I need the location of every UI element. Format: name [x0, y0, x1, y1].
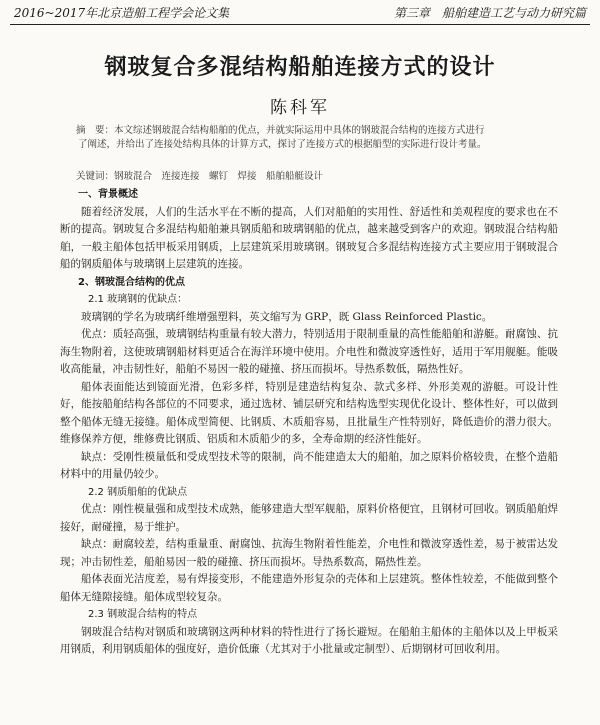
section-2-heading: 2、钢玻混合结构的优点 — [78, 276, 185, 288]
section-2-1-paragraph-1: 玻璃钢的学名为玻璃纤维增强塑料，英文缩写为 GRP，既 Glass Reinforced Plastic。 — [81, 310, 493, 323]
section-1-paragraph: 随着经济发展，人们的生活水平在不断的提高，人们对船舶的实用性、舒适性和美观程度的要求也在不断的提高。钢玻复合多混结构船舶兼具钢质船和玻璃钢船的优点，越来越受到客户的欢迎。钢玻混合结构船舶，一般主船体包括甲板采用钢质，上层建筑采用玻璃钢。钢玻复合多混结构连接方式主要应用于钢玻混合船的钢质船体与玻璃钢上层建筑的连接。 — [60, 205, 558, 270]
header-right: 第三章 船舶建造工艺与动力研究篇 — [393, 5, 586, 20]
paper-title: 钢玻复合多混结构船舶连接方式的设计 — [104, 54, 496, 80]
section-2-3-paragraph-1: 钢玻混合结构对钢质和玻璃钢这两种材料的特性进行了扬长避短。在船舶主船体的主船体以及上甲板采用钢质，利用钢质船体的强度好，造价低廉（尤其对于小批量或定制型）、后期钢材可回收利用。 — [60, 625, 558, 655]
section-2-1-paragraph-4: 缺点：受刚性模量低和受成型技术等的限制，尚不能建造太大的船舶，加之原料价格较贵，在整个造船材料中的用量仍较少。 — [60, 450, 558, 480]
abstract-line-2: 了阐述，并给出了连接处结构具体的计算方式，探讨了连接方式的根据船型的实际进行设计考量。 — [78, 139, 487, 150]
abstract-line-1: 摘 要：本文综述钢玻混合结构船舶的优点，并就实际运用中具体的钢玻混合结构的连接方式进行 — [76, 125, 485, 136]
section-1-heading: 一、背景概述 — [78, 189, 138, 200]
section-2-1-paragraph-2: 优点：质轻高强，玻璃钢结构重量有较大潜力，特别适用于限制重量的高性能船舶和游艇。耐腐蚀、抗海生物附着，这使玻璃钢船材料更适合在海洋环境中使用。介电性和微波穿透性好，适用于军用舰艇。能吸收高能量，冲击韧性好，船舶不易因一般的碰撞、挤压而损坏。导热系数低，隔热性好。 — [60, 328, 558, 375]
body-text — [60, 186, 558, 659]
section-2-2-paragraph-1: 优点：刚性模量强和成型技术成熟，能够建造大型军舰船，原料价格便宜，且钢材可回收。钢质船舶焊接好，耐碰撞，易于维护。 — [60, 503, 558, 533]
header-rule — [10, 24, 590, 25]
section-2-2-heading: 2.2 钢质船舶的优缺点 — [88, 486, 188, 498]
section-2-3-heading: 2.3 钢玻混合结构的特点 — [88, 609, 198, 620]
section-2-1-paragraph-3: 船体表面能达到镜面光滑，色彩多样，特别是建造结构复杂、款式多样、外形美观的游艇。可设计性好，能按船舶结构各部位的不同要求，通过选材、铺层研究和结构选型实现优化设计、整体性好，可以做到整个船体无缝无接缝。船体成型简便、比钢质、木质船容易，且批量生产性特别好，降低造价的潜力很大。维修保养方便，维修费比钢质、铝质和木质船少的多，全寿命期的经济性能好。 — [60, 380, 558, 445]
author-name: 陈科军 — [270, 98, 330, 118]
header-left: 2016~2017年北京造船工程学会论文集 — [14, 5, 230, 20]
abstract — [76, 124, 554, 152]
keywords: 关键词：钢玻混合 连接连接 螺钉 焊接 船舶船艇设计 — [76, 171, 324, 182]
section-2-2-paragraph-2: 缺点：耐腐较差，结构重量重、耐腐蚀、抗海生物附着性能差，介电性和微波穿透性差，易于被雷达发现；冲击韧性差，船舶易因一般的碰撞、挤压而损坏。导热系数高，隔热性差。 — [60, 538, 558, 568]
section-2-2-paragraph-3: 船体表面光洁度差，易有焊接变形，不能建造外形复杂的壳体和上层建筑。整体性较差，不能做到整个船体无缝隙接缝。船体成型较复杂。 — [60, 573, 558, 603]
section-2-1-heading: 2.1 玻璃钢的优缺点： — [88, 294, 188, 305]
running-header — [0, 0, 600, 24]
